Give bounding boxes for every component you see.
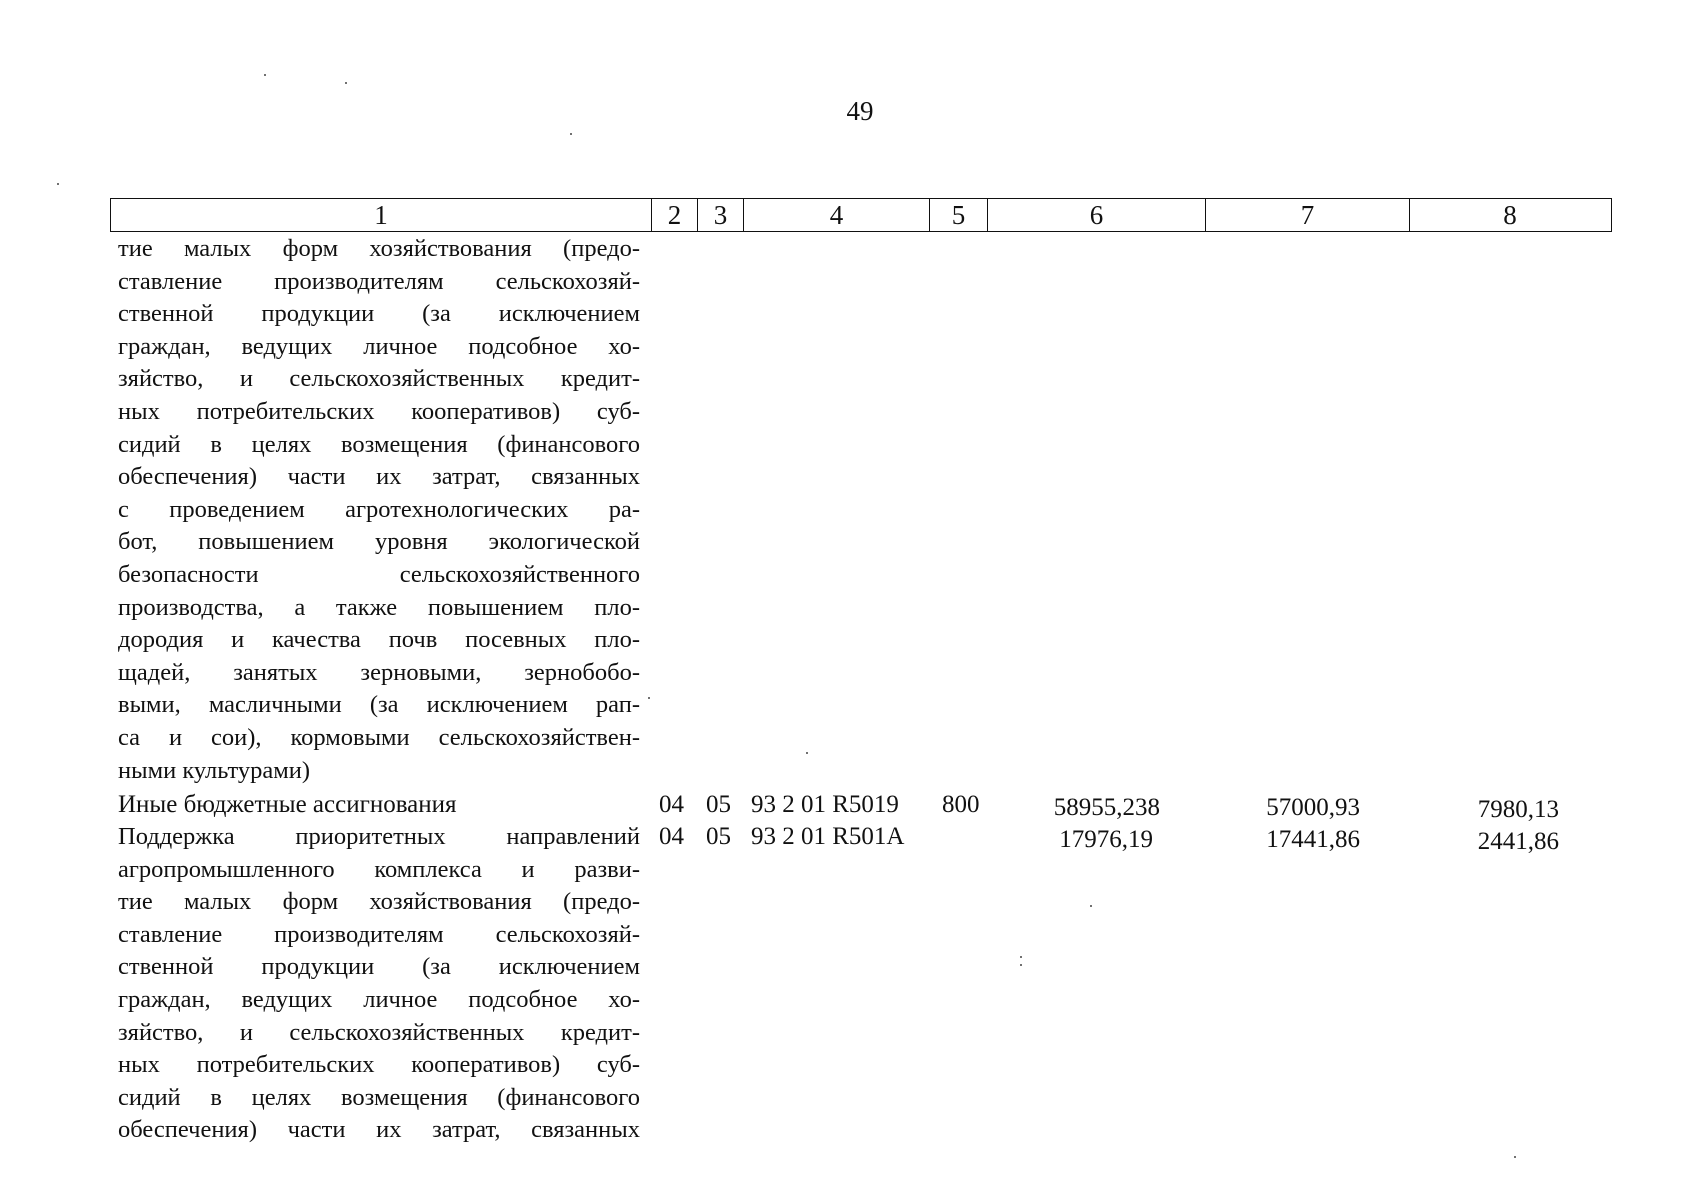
header-col-1: 1 — [111, 199, 652, 231]
scan-speck — [1020, 956, 1022, 958]
text-line: Поддержка приоритетных направлений — [118, 823, 640, 850]
scan-speck — [648, 697, 650, 699]
text-line: безопасности сельскохозяйственного — [118, 560, 640, 588]
scan-speck — [264, 74, 266, 76]
row-other-col5: 800 — [942, 791, 980, 818]
page-number: 49 — [846, 96, 874, 126]
row-support-col2: 04 — [659, 823, 684, 850]
text-line: агропромышленного комплекса и разви- — [118, 855, 640, 883]
row-other-label: Иные бюджетные ассигнования — [118, 791, 457, 818]
row-support-col8: 2441,86 — [1477, 828, 1559, 855]
text-line: бот, повышением уровня экологической — [118, 528, 640, 556]
text-line: ственной продукции (за исключением — [118, 300, 640, 328]
text-line: ставление производителям сельскохозяй- — [118, 267, 640, 295]
header-col-7: 7 — [1206, 199, 1410, 231]
text-line: ставление производителям сельскохозяй- — [118, 920, 640, 948]
text-line: са и сои), кормовыми сельскохозяйствен- — [118, 723, 640, 751]
row-continuation-description — [118, 233, 640, 787]
header-col-5: 5 — [930, 199, 988, 231]
row-other-col2: 04 — [659, 791, 684, 818]
scan-speck — [1090, 905, 1092, 907]
text-line: обеспечения) части их затрат, связанных — [118, 1116, 640, 1144]
text-line: тие малых форм хозяйствования (предо- — [118, 235, 640, 262]
row-support-col4: 93 2 01 R501A — [751, 823, 905, 850]
header-col-6: 6 — [988, 199, 1206, 231]
scan-speck — [57, 183, 59, 185]
row-other-col4: 93 2 01 R5019 — [751, 791, 899, 818]
text-line: щадей, занятых зерновыми, зернобобо- — [118, 658, 640, 686]
header-col-2: 2 — [652, 199, 698, 231]
scan-speck — [570, 133, 572, 135]
row-other-col6: 58955,238 — [1053, 794, 1160, 821]
scan-speck — [806, 752, 808, 754]
text-line: граждан, ведущих личное подсобное хо- — [118, 332, 640, 360]
scan-speck — [1020, 964, 1022, 966]
text-line: дородия и качества почв посевных пло- — [118, 626, 640, 654]
text-line: тие малых форм хозяйствования (предо- — [118, 888, 640, 916]
scan-speck — [1514, 1156, 1516, 1158]
header-col-4: 4 — [744, 199, 930, 231]
text-line: зяйство, и сельскохозяйственных кредит- — [118, 1018, 640, 1046]
scan-speck — [345, 82, 347, 84]
text-line: производства, а также повышением пло- — [118, 593, 640, 621]
table-header — [110, 198, 1612, 232]
row-support-description — [118, 821, 640, 1147]
row-support-col3: 05 — [706, 823, 731, 850]
row-support-col6: 17976,19 — [1059, 826, 1153, 853]
row-support-col7: 17441,86 — [1266, 826, 1360, 853]
text-line: ных потребительских кооперативов) суб- — [118, 397, 640, 425]
row-other-col7: 57000,93 — [1266, 794, 1360, 821]
row-other-col8: 7980,13 — [1477, 796, 1559, 823]
text-line: ных потребительских кооперативов) суб- — [118, 1051, 640, 1079]
text-line: с проведением агротехнологических ра- — [118, 495, 640, 523]
text-line: ственной продукции (за исключением — [118, 953, 640, 981]
text-line: сидий в целях возмещения (финансового — [118, 430, 640, 458]
row-other-col3: 05 — [706, 791, 731, 818]
text-line: обеспечения) части их затрат, связанных — [118, 463, 640, 491]
header-col-8: 8 — [1503, 200, 1517, 230]
text-line: зяйство, и сельскохозяйственных кредит- — [118, 365, 640, 393]
text-line: выми, масличными (за исключением рап- — [118, 691, 640, 719]
header-col-3: 3 — [698, 199, 744, 231]
text-line: ными культурами) — [118, 756, 311, 784]
text-line: сидий в целях возмещения (финансового — [118, 1083, 640, 1111]
text-line: граждан, ведущих личное подсобное хо- — [118, 985, 640, 1013]
